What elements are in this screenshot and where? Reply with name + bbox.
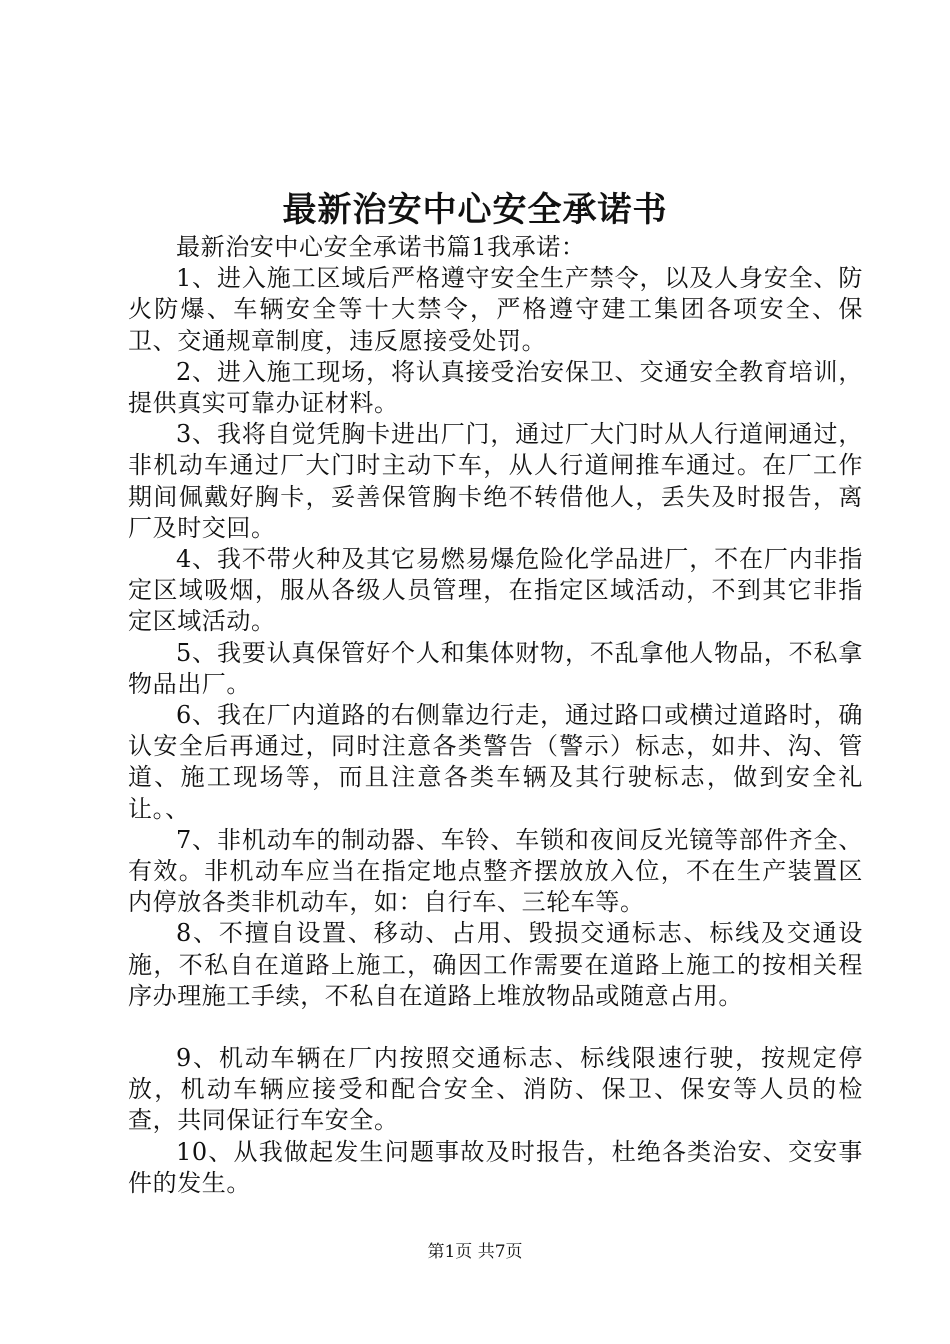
paragraph-item-3: 3、我将自觉凭胸卡进出厂门，通过厂大门时从人行道闸通过，非机动车通过厂大门时主动下车，从人行道闸推车通过。在厂工作期间佩戴好胸卡，妥善保管胸卡绝不转借他人，丢失及时报告，离厂及时交回。 [128, 420, 863, 542]
paragraph-item-2: 2、进入施工现场，将认真接受治安保卫、交通安全教育培训，提供真实可靠办证材料。 [128, 357, 863, 418]
paragraph-item-5: 5、我要认真保管好个人和集体财物，不乱拿他人物品，不私拿物品出厂。 [128, 638, 863, 698]
paragraph-item-4: 4、我不带火种及其它易燃易爆危险化学品进厂，不在厂内非指定区域吸烟，服从各级人员管理，在指定区域活动，不到其它非指定区域活动。 [128, 545, 863, 636]
paragraph-item-9: 9、机动车辆在厂内按照交通标志、标线限速行驶，按规定停放，机动车辆应接受和配合安全、消防、保卫、保安等人员的检查，共同保证行车安全。 [128, 1044, 863, 1135]
document-title: 最新治安中心安全承诺书 [282, 190, 668, 230]
document-body [128, 232, 863, 1199]
paragraph-item-8: 8、不擅自设置、移动、占用、毁损交通标志、标线及交通设施，不私自在道路上施工，确因工作需要在道路上施工的按相关程序办理施工手续，不私自在道路上堆放物品或随意占用。 [128, 919, 863, 1010]
page-indicator: 第1页 共7页 [427, 1242, 523, 1262]
paragraph-item-7: 7、非机动车的制动器、车铃、车锁和夜间反光镜等部件齐全、有效。非机动车应当在指定地点整齐摆放放入位，不在生产装置区内停放各类非机动车，如：自行车、三轮车等。 [128, 825, 863, 917]
paragraph-item-6: 6、我在厂内道路的右侧靠边行走，通过路口或横过道路时，确认安全后再通过，同时注意各类警告（警示）标志，如井、沟、管道、施工现场等，而且注意各类车辆及其行驶标志，做到安全礼让。、 [128, 701, 863, 823]
paragraph-intro: 最新治安中心安全承诺书篇1我承诺： [176, 233, 586, 261]
paragraph-item-1: 1、进入施工区域后严格遵守安全生产禁令，以及人身安全、防火防爆、车辆安全等十大禁令，严格遵守建工集团各项安全、保卫、交通规章制度，违反愿接受处罚。 [128, 264, 863, 355]
paragraph-item-10: 10、从我做起发生问题事故及时报告，杜绝各类治安、交安事件的发生。 [128, 1137, 863, 1197]
